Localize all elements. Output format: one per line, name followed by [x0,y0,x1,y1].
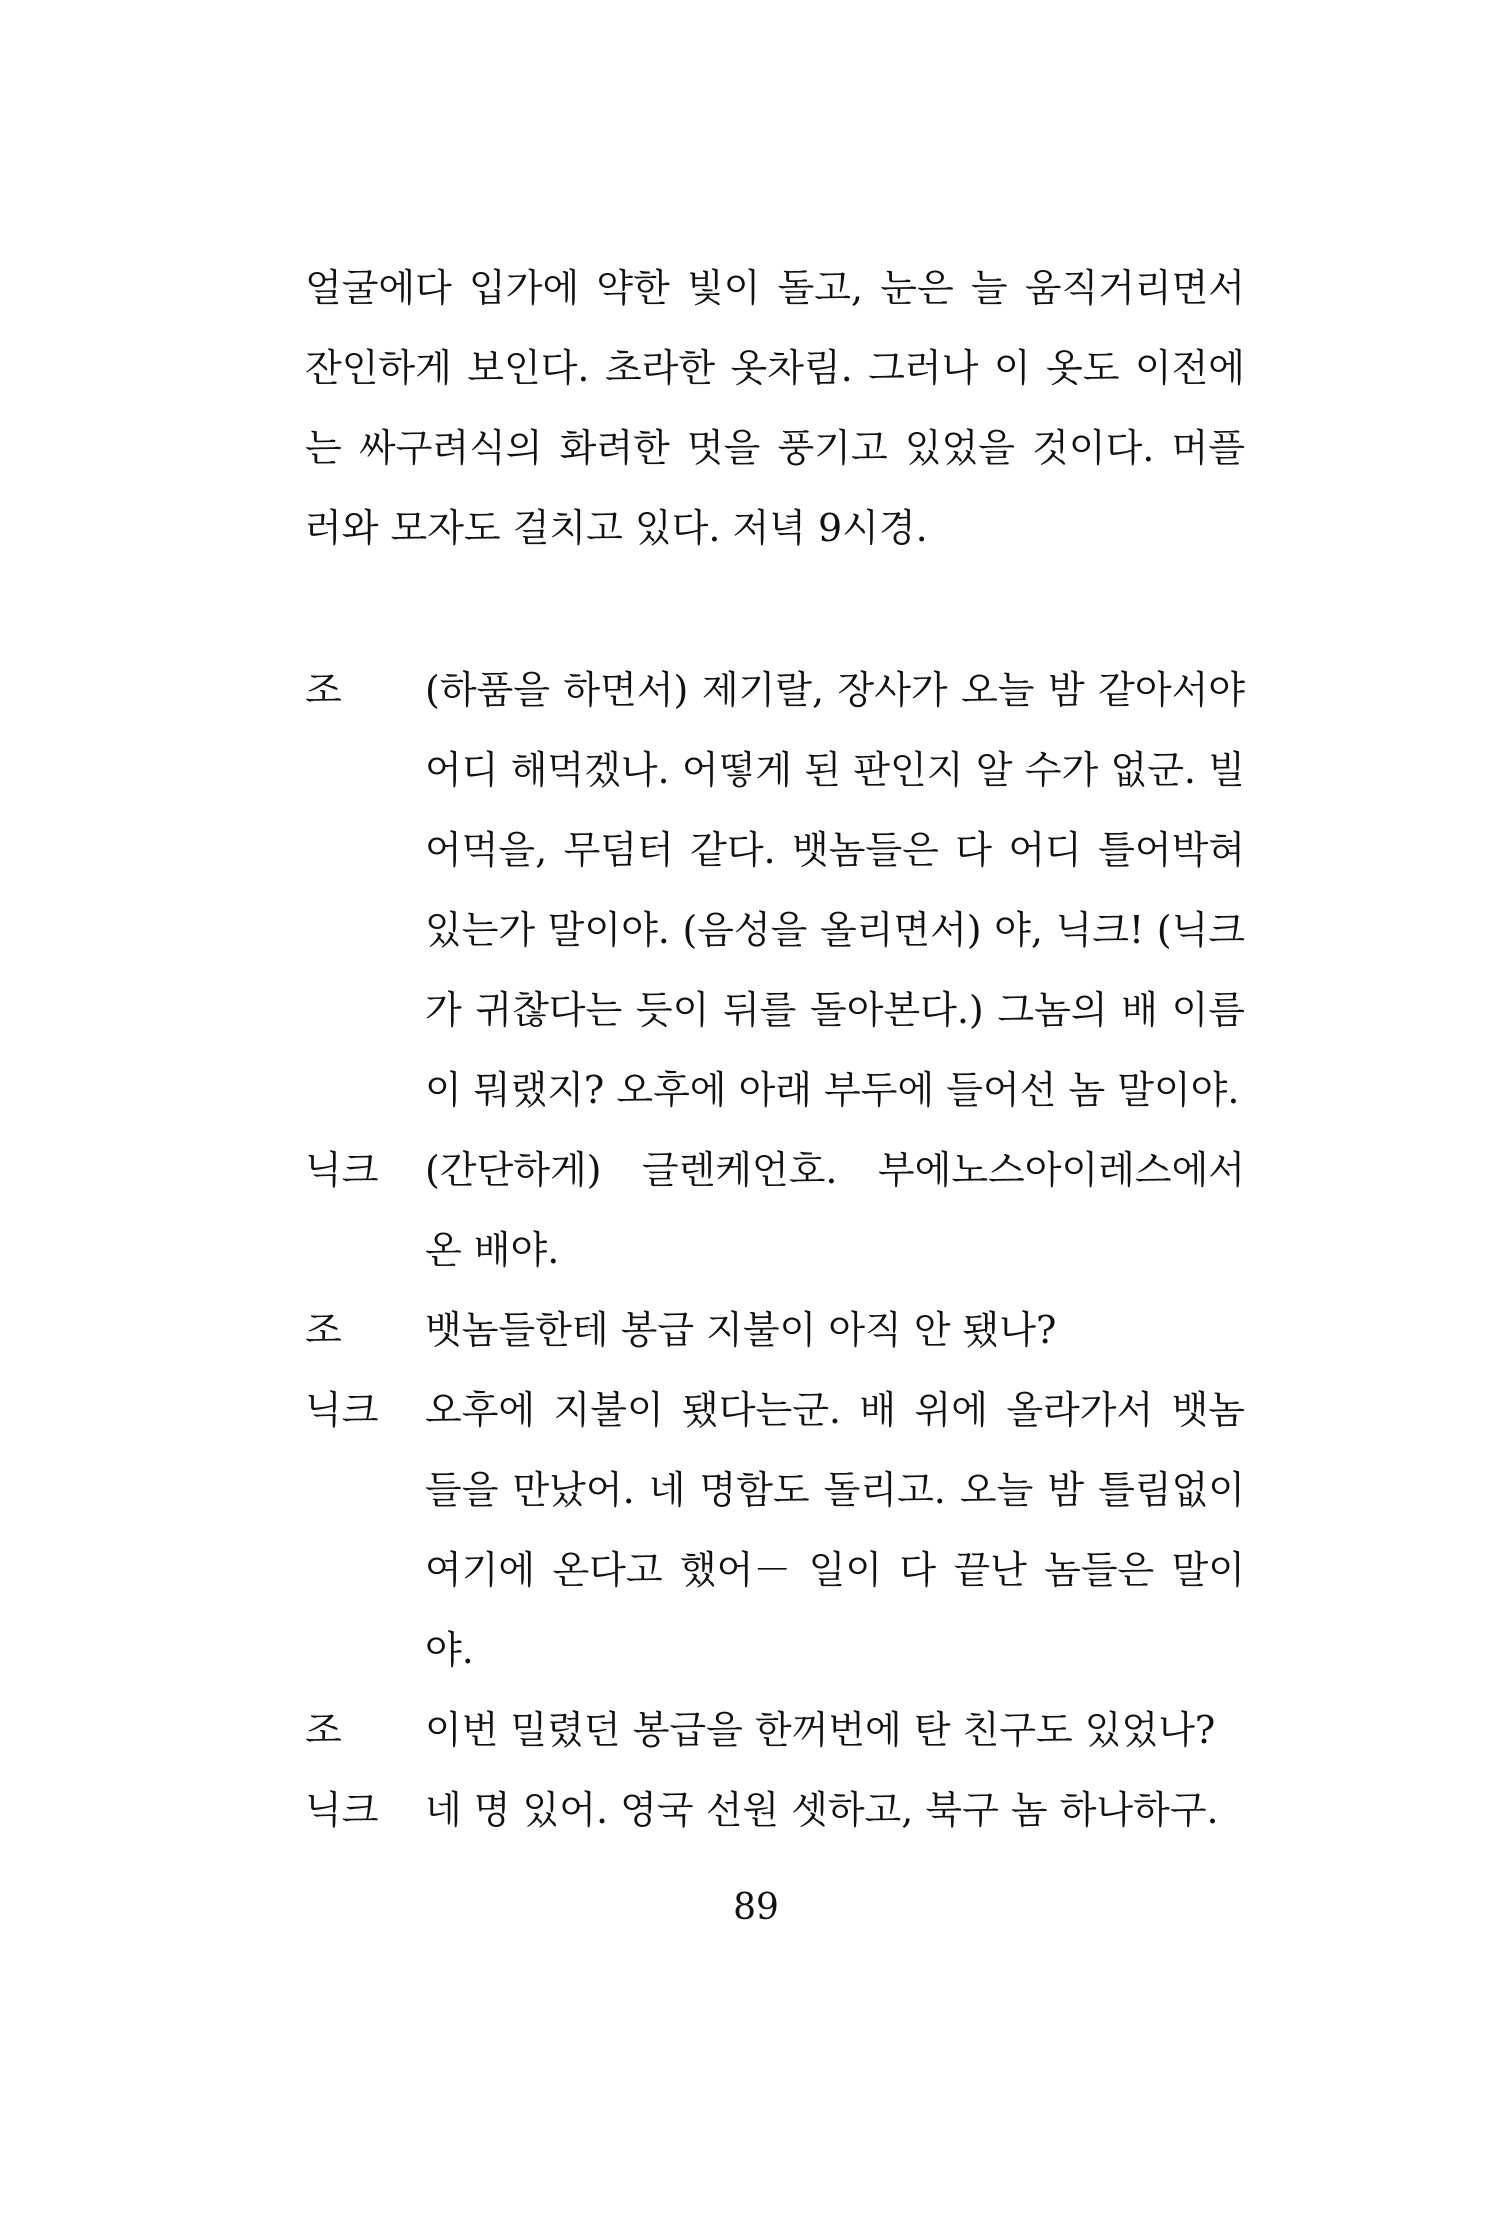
speech-line: 온 배야. [425,1228,560,1272]
speech-line: (간단하게) 글렌케언호. 부에노스아이레스에서 [425,1148,1245,1192]
stage-direction-line: 얼굴에다 입가에 약한 빛이 돌고, 눈은 늘 움직거리면서 [305,266,1245,310]
stage-direction [305,248,1245,568]
speech-line: 있는가 말이야. (음성을 올리면서) 야, 닉크! (닉크 [425,908,1245,952]
speech-block [305,1690,1245,1770]
speech-line: 들을 만났어. 네 명함도 돌리고. 오늘 밤 틀림없이 [425,1468,1245,1512]
speech-line: 뱃놈들한테 봉급 지불이 아직 안 됐나? [425,1308,1057,1352]
speaker-name: 조 [305,1708,342,1752]
speech-lines [425,1370,1245,1690]
speech-block [305,1770,1245,1850]
speech-block [305,1130,1245,1290]
speech-lines [425,650,1245,1130]
speech-lines [425,1690,1245,1770]
speech-line: 어먹을, 무덤터 같다. 뱃놈들은 다 어디 틀어박혀 [425,828,1245,872]
speech-lines [425,1130,1245,1290]
page-number: 89 [733,1887,779,1928]
speech-line: (하품을 하면서) 제기랄, 장사가 오늘 밤 같아서야 [425,668,1245,712]
speech-line: 어디 해먹겠나. 어떻게 된 판인지 알 수가 없군. 빌 [425,748,1245,792]
speaker-name: 닉크 [305,1388,379,1432]
dialogue [305,650,1245,1850]
speech-line: 이 뭐랬지? 오후에 아래 부두에 들어선 놈 말이야. [425,1068,1240,1112]
speaker-name: 조 [305,1308,342,1352]
speech-lines [425,1770,1245,1850]
speech-line: 가 귀찮다는 듯이 뒤를 돌아본다.) 그놈의 배 이름 [425,988,1245,1032]
speech-lines [425,1290,1245,1370]
speech-block [305,1370,1245,1690]
stage-direction-line: 는 싸구려식의 화려한 멋을 풍기고 있었을 것이다. 머플 [305,426,1245,470]
speaker-name: 조 [305,668,342,712]
speech-line: 네 명 있어. 영국 선원 셋하고, 북구 놈 하나하구. [425,1788,1219,1832]
speech-line: 야. [425,1628,474,1672]
speech-block [305,650,1245,1130]
speech-line: 오후에 지불이 됐다는군. 배 위에 올라가서 뱃놈 [425,1388,1245,1432]
speech-line: 여기에 온다고 했어－ 일이 다 끝난 놈들은 말이 [425,1548,1245,1592]
speech-block [305,1290,1245,1370]
speaker-name: 닉크 [305,1148,379,1192]
stage-direction-line: 러와 모자도 걸치고 있다. 저녁 9시경. [305,506,928,550]
stage-direction-line: 잔인하게 보인다. 초라한 옷차림. 그러나 이 옷도 이전에 [305,346,1245,390]
speaker-name: 닉크 [305,1788,379,1832]
speech-line: 이번 밀렸던 봉급을 한꺼번에 탄 친구도 있었나? [425,1708,1216,1752]
